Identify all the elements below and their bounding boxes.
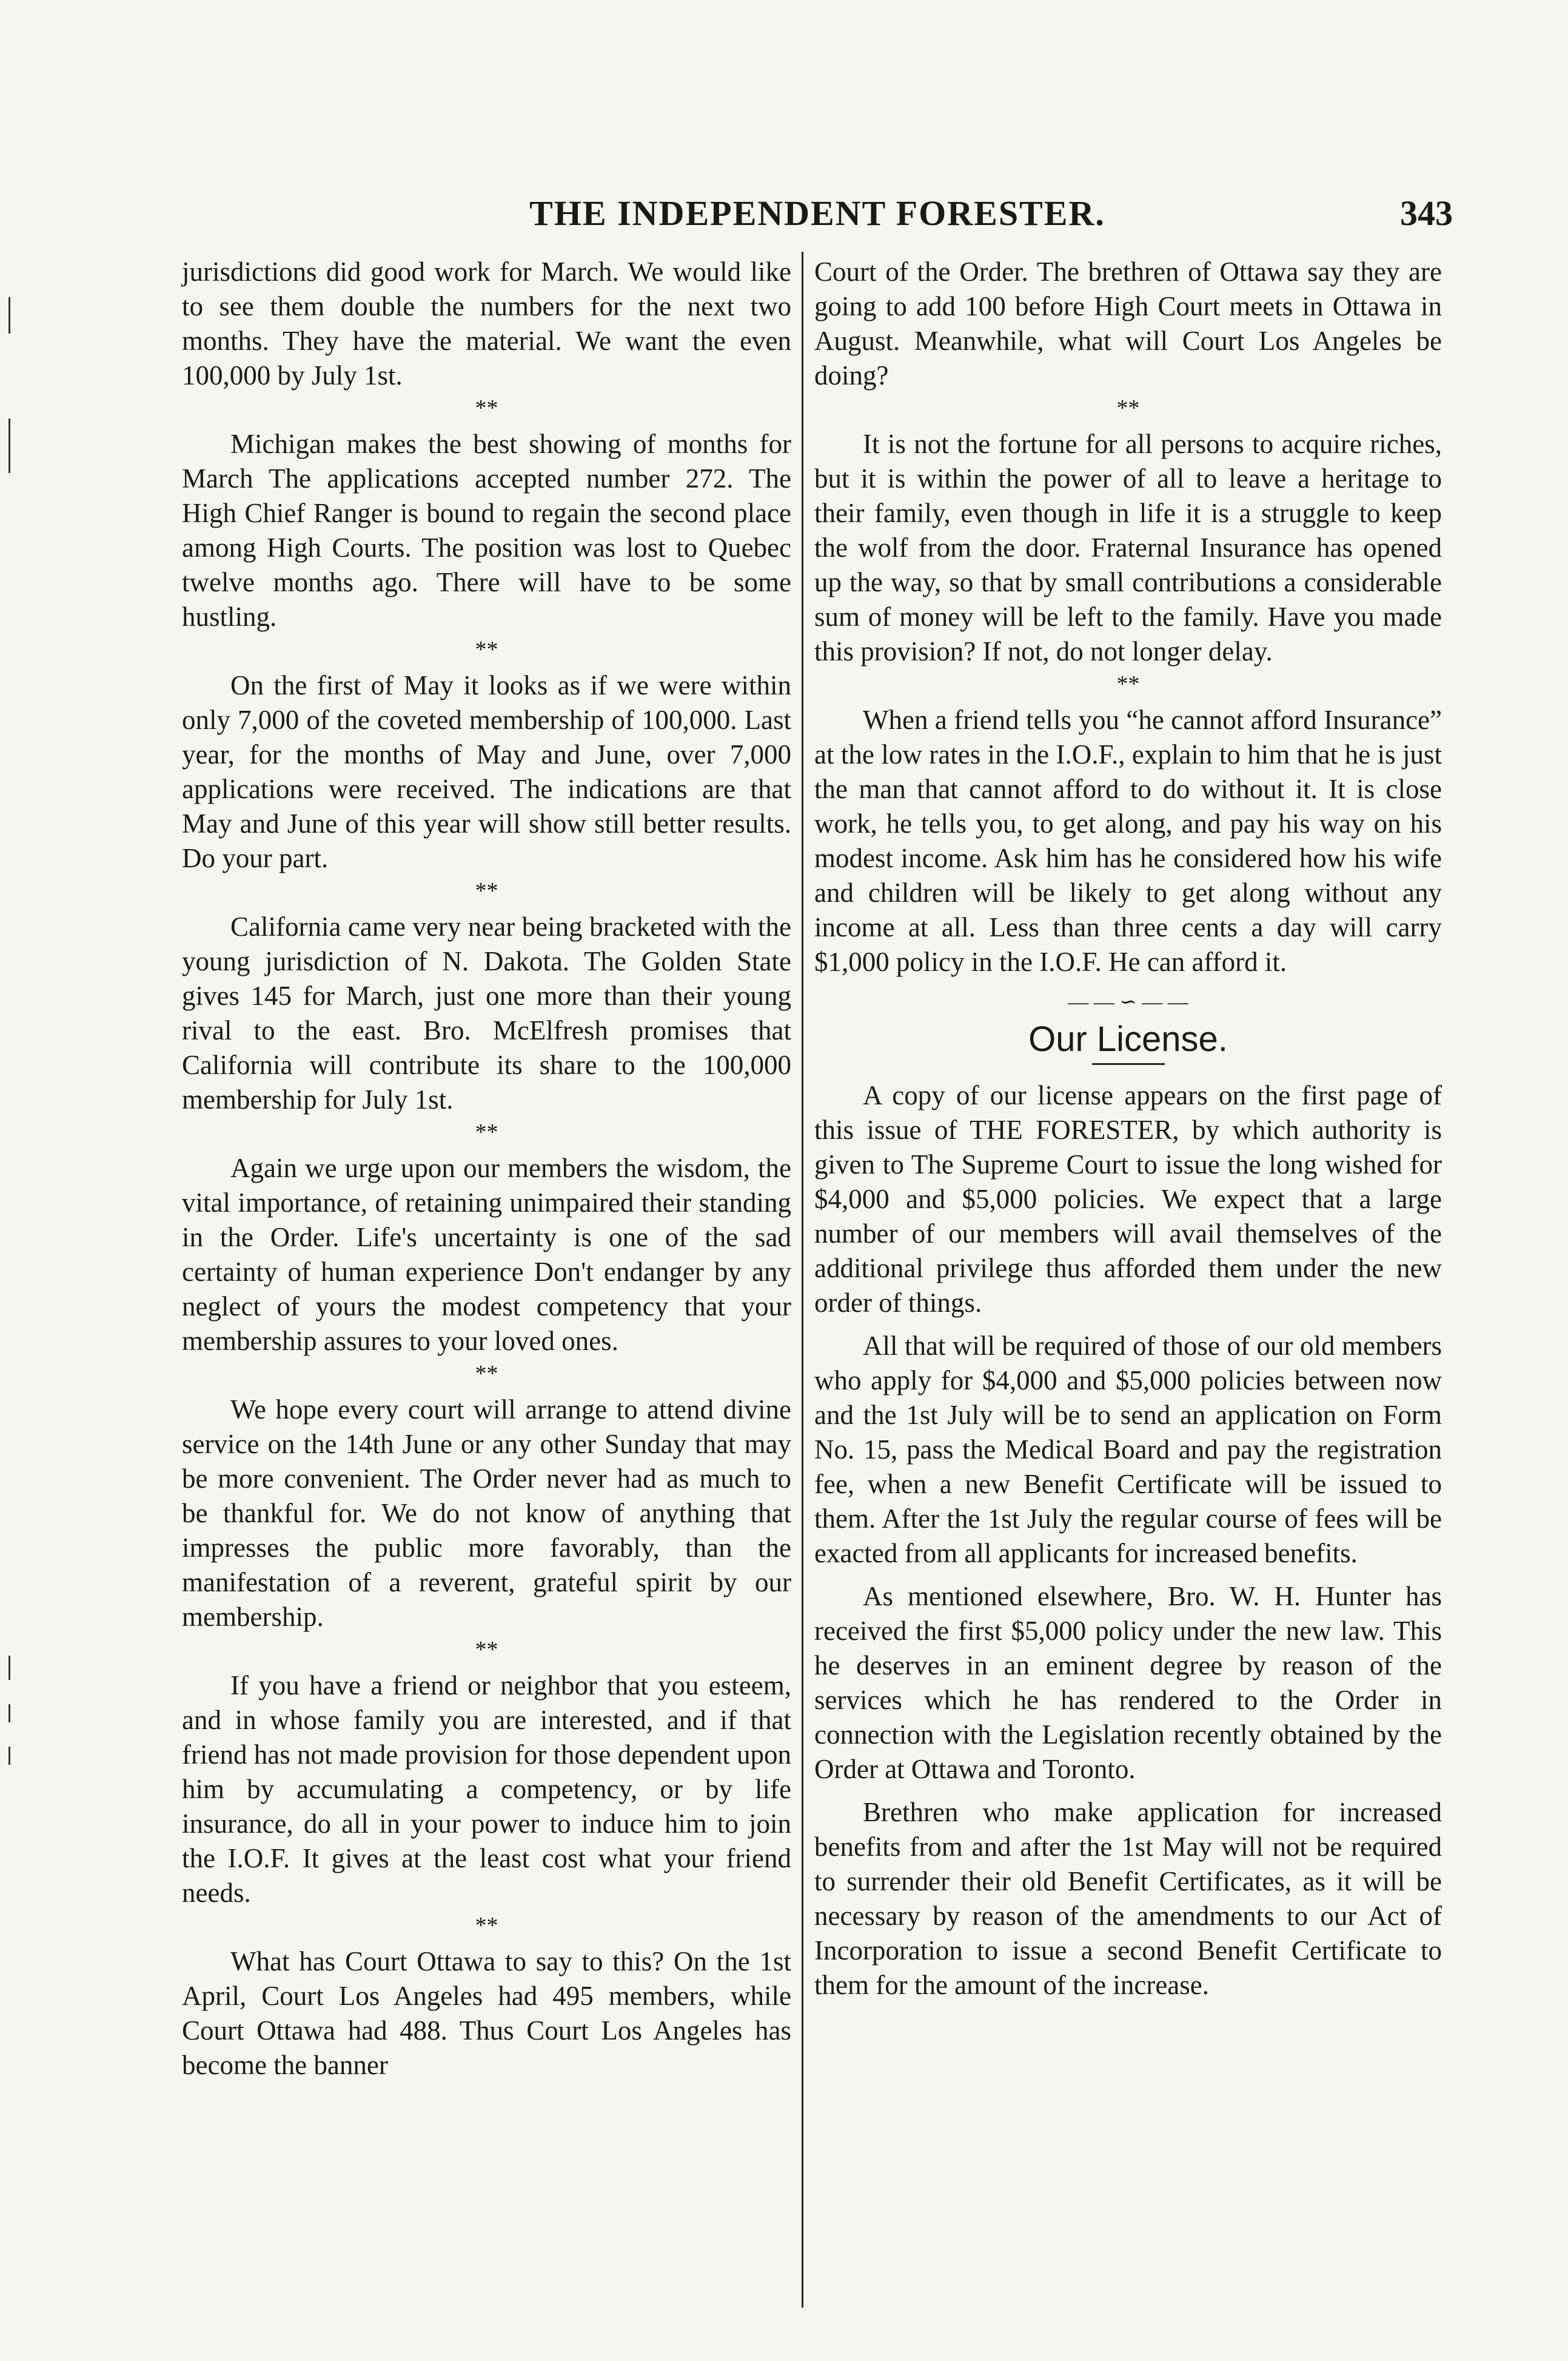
paragraph: When a friend tells you “he cannot afford Insurance” at the low rates in the I.O.F., explain to him that he is just the man that cannot afford to do without it. It is close work, he tells you, to get along, and pay his way on his modest income. Ask him has he considered how his wife and children will be likely to get along without any income at all. Less than three cents a day will carry $1,000 policy in the I.O.F. He can afford it.	[814, 705, 1442, 977]
separator-stars: **	[475, 1361, 498, 1386]
paragraph: If you have a friend or neighbor that you esteem, and in whose family you are interested, and if that friend has not made provision for those dependent upon him by accumulating a competency, or by life insurance, do all in your power to induce him to join the I.O.F. It gives at the least cost what your friend needs.	[182, 1670, 791, 1908]
margin-mark	[8, 297, 10, 334]
separator-stars: **	[475, 878, 498, 904]
margin-mark	[8, 1747, 10, 1765]
left-column	[182, 255, 791, 2083]
column-divider	[802, 252, 803, 2308]
separator-stars: **	[475, 1120, 498, 1145]
separator-stars: **	[475, 1913, 498, 1938]
separator-stars: **	[475, 395, 498, 421]
paragraph: California came very near being bracketed with the young jurisdiction of N. Dakota. The Golden State gives 145 for March, just one more than their young rival to the east. Bro. McElfresh promises that California will contribute its share to the 100,000 membership for July 1st.	[182, 912, 791, 1115]
paragraph: On the first of May it looks as if we were within only 7,000 of the coveted membership of 100,000. Last year, for the months of May and June, over 7,000 applications were received. The indications are that May and June of this year will show still better results. Do your part.	[182, 670, 791, 873]
paragraph: As mentioned elsewhere, Bro. W. H. Hunter has received the first $5,000 policy under the new law. This he deserves in an eminent degree by reason of the services which he has rendered to the Order in connection with the Legislation recently obtained by the Order at Ottawa and Toronto.	[814, 1581, 1442, 1784]
paragraph: jurisdictions did good work for March. We would like to see them double the numbers for the next two months. They have the material. We want the even 100,000 by July 1st.	[182, 257, 791, 391]
margin-mark	[8, 418, 10, 473]
right-column	[814, 255, 1442, 2003]
separator-stars: **	[1116, 395, 1140, 421]
paragraph: Michigan makes the best showing of months for March The applications accepted number 272. The High Chief Ranger is bound to regain the second place among High Courts. The position was lost to Quebec twelve months ago. There will have to be some hustling.	[182, 429, 791, 632]
paragraph: Again we urge upon our members the wisdom, the vital importance, of retaining unimpaired their standing in the Order. Life's uncertainty is one of the sad certainty of human experience Don't endanger by any neglect of yours the modest competency that your membership assures to your loved ones.	[182, 1153, 791, 1356]
separator-stars: **	[475, 637, 498, 662]
paragraph: A copy of our license appears on the first page of this issue of THE FORESTER, by which authority is given to The Supreme Court to issue the long wished for $4,000 and $5,000 policies. We expect that a large number of our members will avail themselves of the additional privilege thus afforded them under the new order of things.	[814, 1080, 1442, 1318]
paragraph: We hope every court will arrange to attend divine service on the 14th June or any other Sunday that may be more convenient. The Order never had as much to be thankful for. We do not know of anything that impresses the public more favorably, than the manifestation of a reverent, grateful spirit by our membership.	[182, 1394, 791, 1632]
margin-mark	[8, 1656, 10, 1680]
paragraph: Court of the Order. The brethren of Ottawa say they are going to add 100 before High Court meets in Ottawa in August. Meanwhile, what will Court Los Angeles be doing?	[814, 257, 1442, 391]
paragraph: What has Court Ottawa to say to this? On the 1st April, Court Los Angeles had 495 members, while Court Ottawa had 488. Thus Court Los Angeles has become the banner	[182, 1946, 791, 2080]
section-heading: Our License.	[1028, 1019, 1228, 1059]
section-ornament: — — ∽ — —	[1068, 991, 1188, 1013]
paragraph: Brethren who make application for increased benefits from and after the 1st May will not be required to surrender their old Benefit Certificates, as it will be necessary by reason of the amendments to our Act of Incorporation to issue a second Benefit Certificate to them for the amount of the increase.	[814, 1797, 1442, 2000]
paragraph: It is not the fortune for all persons to acquire riches, but it is within the power of all to leave a heritage to their family, even though in life it is a struggle to keep the wolf from the door. Fraternal Insurance has opened up the way, so that by small contributions a considerable sum of money will be left to the family. Have you made this provision? If not, do not longer delay.	[814, 429, 1442, 667]
heading-underline	[1092, 1063, 1165, 1065]
running-title: THE INDEPENDENT FORESTER.	[529, 193, 1105, 233]
page-header	[182, 193, 1453, 247]
paragraph: All that will be required of those of our old members who apply for $4,000 and $5,000 policies between now and the 1st July will be to send an application on Form No. 15, pass the Medical Board and pay the registration fee, when a new Benefit Certificate will be issued to them. After the 1st July the regular course of fees will be exacted from all applicants for increased benefits.	[814, 1331, 1442, 1568]
separator-stars: **	[1116, 671, 1140, 697]
separator-stars: **	[475, 1637, 498, 1662]
page-number: 343	[1400, 193, 1453, 233]
margin-mark	[8, 1704, 10, 1722]
